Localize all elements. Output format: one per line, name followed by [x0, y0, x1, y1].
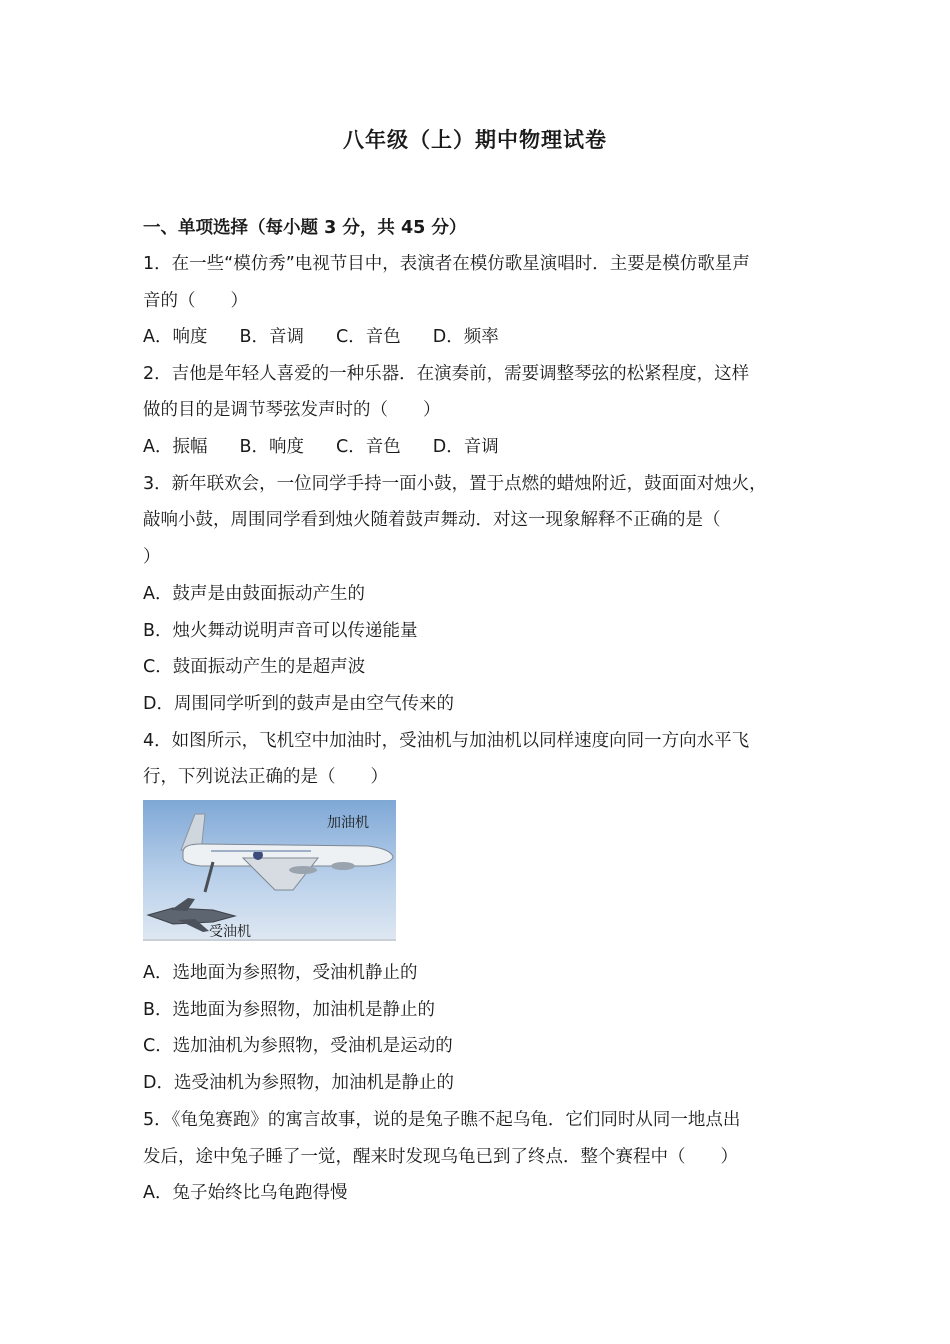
q4-option-d: D．选受油机为参照物，加油机是静止的	[143, 1073, 454, 1093]
q3-option-a: A．鼓声是由鼓面振动产生的	[143, 584, 365, 604]
q1-stem-line1: 1．在一些“模仿秀”电视节目中，表演者在模仿歌星演唱时．主要是模仿歌星声	[143, 254, 750, 274]
q5-option-a: A．兔子始终比乌龟跑得慢	[143, 1183, 348, 1203]
q4-option-c: C．选加油机为参照物，受油机是运动的	[143, 1036, 453, 1056]
refueling-figure	[143, 800, 396, 941]
q4-option-b: B．选地面为参照物，加油机是静止的	[143, 1000, 436, 1020]
q5-stem-line2: 发后，途中兔子睡了一觉，醒来时发现乌龟已到了终点．整个赛程中（ ）	[143, 1147, 738, 1167]
q1-stem-line2: 音的（ ）	[143, 291, 248, 311]
q4-option-a: A．选地面为参照物，受油机静止的	[143, 963, 418, 983]
q1-option-c: C．音色	[336, 327, 401, 347]
q2-option-d: D．音调	[432, 437, 499, 457]
section-heading: 一、单项选择（每小题 3 分，共 45 分）	[143, 218, 467, 238]
q1-option-b: B．音调	[239, 327, 304, 347]
q2-stem-line1: 2．吉他是年轻人喜爱的一种乐器．在演奏前，需要调整琴弦的松紧程度，这样	[143, 364, 750, 384]
q2-option-a: A．振幅	[143, 437, 208, 457]
q3-option-b: B．烛火舞动说明声音可以传递能量	[143, 621, 418, 641]
tanker-label: 加油机	[327, 815, 369, 831]
q4-stem-line2: 行，下列说法正确的是（ ）	[143, 767, 388, 787]
q3-option-c: C．鼓面振动产生的是超声波	[143, 657, 366, 677]
page-title: 八年级（上）期中物理试卷	[343, 128, 607, 152]
q3-stem-line2: 敲响小鼓，周围同学看到烛火随着鼓声舞动．对这一现象解释不正确的是（	[143, 510, 721, 530]
q2-option-b: B．响度	[239, 437, 304, 457]
q5-stem-line1: 5．《龟兔赛跑》的寓言故事，说的是兔子瞧不起乌龟．它们同时从同一地点出	[143, 1110, 741, 1130]
q1-options	[143, 325, 531, 349]
q3-option-d: D．周围同学听到的鼓声是由空气传来的	[143, 694, 454, 714]
q1-option-d: D．频率	[432, 327, 499, 347]
q3-stem-line3: ）	[143, 547, 161, 567]
q3-stem-line1: 3．新年联欢会，一位同学手持一面小鼓，置于点燃的蜡烛附近，鼓面面对烛火，	[143, 474, 767, 494]
q2-options	[143, 435, 531, 459]
q4-stem-line1: 4．如图所示，飞机空中加油时，受油机与加油机以同样速度向同一方向水平飞	[143, 731, 750, 751]
q1-option-a: A．响度	[143, 327, 208, 347]
receiver-label: 受油机	[209, 924, 251, 940]
q2-stem-line2: 做的目的是调节琴弦发声时的（ ）	[143, 400, 441, 420]
q2-option-c: C．音色	[336, 437, 401, 457]
